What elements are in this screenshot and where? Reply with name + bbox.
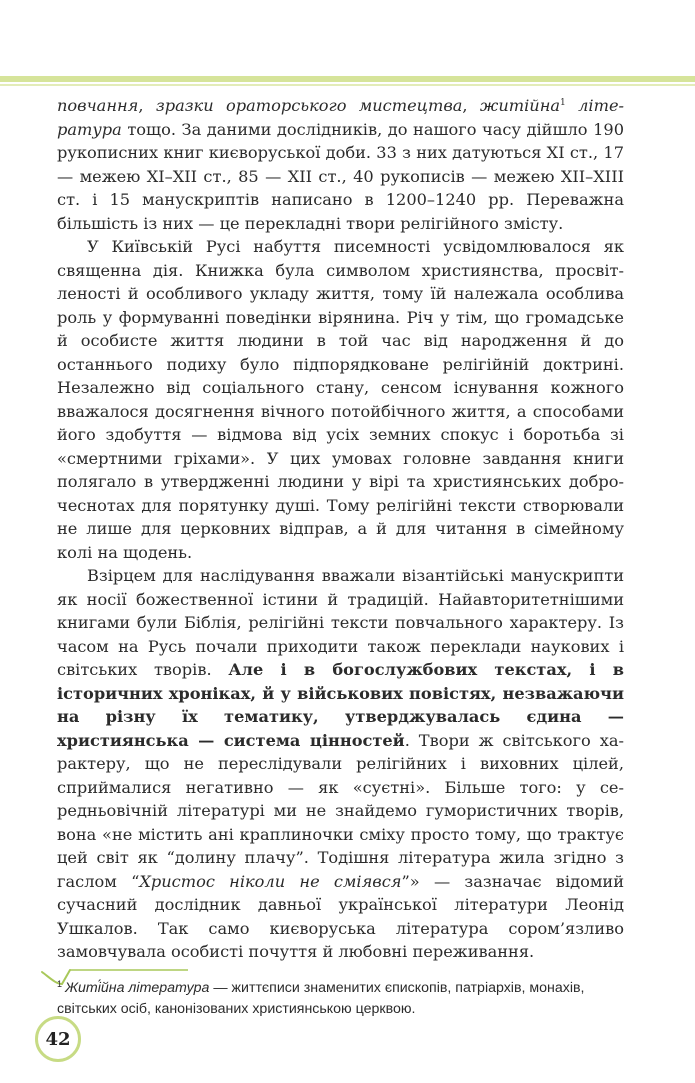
text-run: , bbox=[138, 96, 156, 115]
text-run: , bbox=[462, 96, 480, 115]
quote-motto: Христос ніколи не сміявся bbox=[139, 871, 402, 891]
term-povchannya: повчання bbox=[57, 96, 139, 115]
text-run: . Твори ж світського характеру, що не переслідували релігійних і виховних цілей, сприймалися негативно — як «суєтні». Більше того: у середньовічній літературі ми не знайдемо гумористичних творів, вона «не містить ані краплиночки сміху просто тому, що трактує цей світ як “долину плачу”. Тодішня література жила згідно з гаслом “ bbox=[57, 730, 624, 891]
text-run: Взірцем для наслідування вважали візантійські манускрипти як носії божественної істини й традицій. Найавторитетнішими книгами були Біблія, релігійні тексти повчального характеру. Із часом на Русь почали приходити також переклади наукових і світських творів. bbox=[57, 566, 624, 679]
footnote-ref[interactable]: 1 bbox=[560, 98, 566, 108]
page-number: 42 bbox=[45, 1028, 71, 1050]
page-number-badge bbox=[35, 1016, 81, 1062]
text-run: ”» — зазначає відомий сучасний дослідник давньої української літератури Леонід Ушкалов. Так само києворуська література сором’язливо замовчувала особисті почуття й любовні переживання. bbox=[57, 871, 624, 961]
bold-statement: Але і в богослужбових текстах, і в історичних хроніках, й у військових повістях, незважаючи на різну їх тематику, утверджувалась єдина — християнська — система цінностей bbox=[57, 660, 624, 750]
term-literatura: література bbox=[57, 96, 625, 139]
header-accent-band bbox=[0, 76, 695, 82]
paragraph-2: У Київській Русі набуття писемності усвідомлювалося як священна дія. Книжка була символом християнства, просвітленості й особливого укладу життя, тому їй належала особлива роль у формуванні поведінки вірянина. Річ у тім, що громадське й особисте життя людини в той час від народження й до останнього подиху було підпорядковане релігійній доктрині. Незалежно від соціального стану, сенсом існування кожного вважалося досягнення вічного потойбічного життя, а способами його здобуття — відмова від усіх земних спокус і боротьба зі «смертними гріхами». У цих умовах головне завдання книги полягало в утвердженні людини у вірі та християнських доброчеснотах для порятунку душі. Тому релігійні тексти створювали не лише для церковних відправ, а й для читання в сімейному колі на щодень. bbox=[57, 237, 624, 562]
paragraph-1 bbox=[57, 94, 624, 235]
header-accent-line bbox=[0, 84, 695, 86]
footnote bbox=[57, 978, 627, 1020]
term-zrazky: зразки ораторського мистецтва bbox=[155, 96, 463, 115]
text-run: тощо. За даними дослідників, до нашого часу дійшло 190 рукописних книг києворуської доби. 33 з них датуються XI ст., 17 — межею XI–XII ст., 85 — XII ст., 40 рукописів — межею XII–XIII ст. і 15 манускриптів написано в 1200–1240 рр. Переважна більшість із них — це перекладні твори релігійного змісту. bbox=[57, 119, 624, 233]
footnote-marker: 1 bbox=[57, 979, 63, 989]
footnote-term: Житі́йна література bbox=[65, 980, 210, 996]
term-zhytiyna: житійна bbox=[479, 96, 561, 115]
main-text bbox=[57, 94, 624, 964]
footnote-text: — життєписи знаменитих єпископів, патріархів, монахів, світських осіб, канонізованих християнською церквою. bbox=[57, 980, 585, 1017]
paragraph-3 bbox=[57, 564, 624, 964]
